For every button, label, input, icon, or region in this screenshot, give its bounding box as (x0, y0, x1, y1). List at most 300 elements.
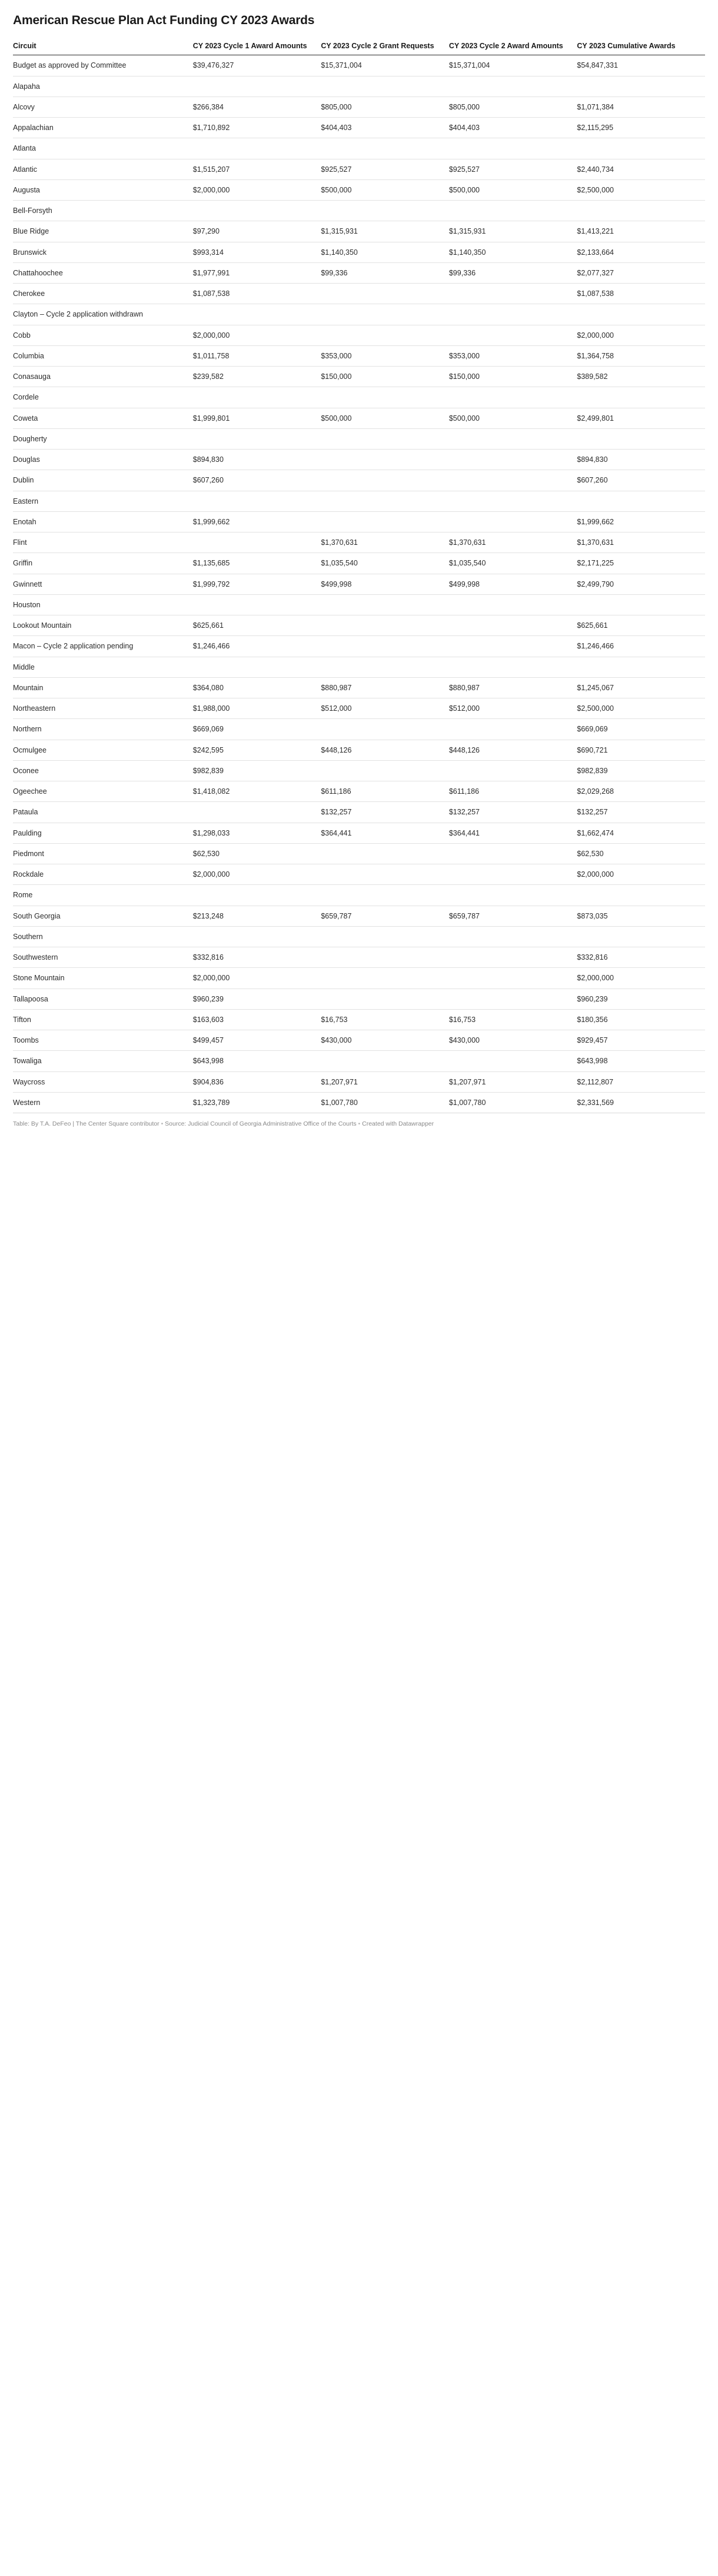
table-row (13, 740, 705, 760)
table-row (13, 367, 705, 387)
table-row (13, 657, 705, 677)
cell-amount: $2,077,327 (577, 262, 705, 283)
cell-amount: $873,035 (577, 906, 705, 926)
cell-circuit: Budget as approved by Committee (13, 55, 193, 76)
cell-amount (321, 76, 449, 96)
cell-amount (577, 387, 705, 408)
cell-circuit: Chattahoochee (13, 262, 193, 283)
cell-circuit: Cobb (13, 325, 193, 345)
cell-amount (321, 989, 449, 1009)
column-header-cycle2-award: CY 2023 Cycle 2 Award Amounts (449, 41, 577, 55)
cell-amount: $97,290 (193, 221, 321, 242)
cell-amount: $500,000 (321, 408, 449, 428)
cell-amount (449, 387, 577, 408)
cell-circuit: Atlanta (13, 138, 193, 159)
cell-amount (321, 760, 449, 781)
cell-amount: $430,000 (449, 1030, 577, 1051)
cell-amount: $2,000,000 (193, 325, 321, 345)
cell-amount: $1,140,350 (449, 242, 577, 262)
cell-amount: $132,257 (577, 802, 705, 823)
cell-amount: $364,080 (193, 677, 321, 698)
cell-amount: $1,298,033 (193, 823, 321, 843)
cell-amount: $669,069 (577, 719, 705, 740)
cell-amount: $1,071,384 (577, 96, 705, 117)
cell-amount: $1,418,082 (193, 781, 321, 802)
cell-amount: $16,753 (321, 1009, 449, 1030)
cell-circuit: Rome (13, 885, 193, 906)
cell-amount (321, 594, 449, 615)
cell-amount (577, 138, 705, 159)
cell-amount: $669,069 (193, 719, 321, 740)
cell-amount (321, 864, 449, 885)
cell-amount (321, 657, 449, 677)
cell-circuit: Clayton – Cycle 2 application withdrawn (13, 304, 193, 325)
cell-amount (193, 532, 321, 553)
cell-circuit: Ocmulgee (13, 740, 193, 760)
cell-amount (321, 470, 449, 491)
cell-amount (449, 491, 577, 511)
cell-circuit: Appalachian (13, 118, 193, 138)
cell-amount: $213,248 (193, 906, 321, 926)
cell-amount (321, 450, 449, 470)
cell-amount: $929,457 (577, 1030, 705, 1051)
cell-amount: $625,661 (193, 615, 321, 636)
table-header-row (13, 41, 705, 55)
table-row (13, 491, 705, 511)
cell-amount (193, 387, 321, 408)
table-row (13, 221, 705, 242)
cell-amount (577, 201, 705, 221)
cell-amount: $1,007,780 (449, 1092, 577, 1113)
table-row (13, 1071, 705, 1092)
column-header-cycle1-award: CY 2023 Cycle 1 Award Amounts (193, 41, 321, 55)
table-footer (13, 1120, 705, 1129)
cell-amount (449, 947, 577, 968)
cell-amount: $982,839 (193, 760, 321, 781)
cell-amount: $1,999,662 (577, 511, 705, 532)
cell-amount (193, 885, 321, 906)
cell-amount: $1,977,991 (193, 262, 321, 283)
cell-amount: $611,186 (321, 781, 449, 802)
cell-amount: $404,403 (321, 118, 449, 138)
cell-amount: $62,530 (193, 843, 321, 864)
cell-circuit: Oconee (13, 760, 193, 781)
cell-amount: $1,988,000 (193, 698, 321, 719)
table-row (13, 926, 705, 947)
cell-amount: $2,000,000 (193, 864, 321, 885)
cell-circuit: Alcovy (13, 96, 193, 117)
table-row (13, 719, 705, 740)
cell-amount: $500,000 (449, 408, 577, 428)
cell-amount: $99,336 (449, 262, 577, 283)
table-row (13, 1030, 705, 1051)
cell-amount: $2,000,000 (193, 179, 321, 200)
cell-circuit: Blue Ridge (13, 221, 193, 242)
cell-amount: $2,171,225 (577, 553, 705, 574)
cell-amount: $1,370,631 (321, 532, 449, 553)
cell-circuit: Coweta (13, 408, 193, 428)
cell-circuit: Ogeechee (13, 781, 193, 802)
cell-amount: $1,135,685 (193, 553, 321, 574)
cell-amount: $499,998 (449, 574, 577, 594)
cell-circuit: Macon – Cycle 2 application pending (13, 636, 193, 657)
cell-amount: $448,126 (449, 740, 577, 760)
cell-amount (193, 76, 321, 96)
cell-amount (449, 719, 577, 740)
table-row (13, 428, 705, 449)
cell-amount: $1,140,350 (321, 242, 449, 262)
cell-amount: $500,000 (321, 179, 449, 200)
table-page (0, 0, 718, 1134)
cell-amount (321, 304, 449, 325)
table-row (13, 76, 705, 96)
cell-circuit: Pataula (13, 802, 193, 823)
cell-amount: $960,239 (577, 989, 705, 1009)
cell-amount: $332,816 (577, 947, 705, 968)
cell-amount: $2,029,268 (577, 781, 705, 802)
cell-amount (321, 1051, 449, 1071)
cell-circuit: Augusta (13, 179, 193, 200)
cell-circuit: Western (13, 1092, 193, 1113)
cell-amount: $512,000 (321, 698, 449, 719)
table-row (13, 947, 705, 968)
footer-separator-1: • (161, 1120, 165, 1127)
table-row (13, 470, 705, 491)
table-row (13, 284, 705, 304)
cell-circuit: Stone Mountain (13, 968, 193, 989)
cell-amount: $1,515,207 (193, 159, 321, 179)
cell-amount: $880,987 (321, 677, 449, 698)
cell-amount (577, 885, 705, 906)
cell-amount (321, 719, 449, 740)
cell-amount: $430,000 (321, 1030, 449, 1051)
cell-amount: $16,753 (449, 1009, 577, 1030)
cell-amount (449, 615, 577, 636)
table-row (13, 450, 705, 470)
table-row (13, 242, 705, 262)
table-row (13, 138, 705, 159)
cell-amount: $1,087,538 (193, 284, 321, 304)
cell-circuit: Gwinnett (13, 574, 193, 594)
column-header-cumulative: CY 2023 Cumulative Awards (577, 41, 705, 55)
table-row (13, 760, 705, 781)
cell-amount: $2,499,801 (577, 408, 705, 428)
cell-circuit: Paulding (13, 823, 193, 843)
table-row (13, 968, 705, 989)
cell-circuit: Middle (13, 657, 193, 677)
cell-amount (449, 864, 577, 885)
cell-circuit: Atlantic (13, 159, 193, 179)
cell-circuit: Lookout Mountain (13, 615, 193, 636)
cell-amount (193, 201, 321, 221)
cell-amount (449, 428, 577, 449)
cell-amount (577, 304, 705, 325)
cell-amount: $353,000 (449, 345, 577, 366)
cell-amount: $1,315,931 (321, 221, 449, 242)
cell-amount: $1,323,789 (193, 1092, 321, 1113)
cell-circuit: Piedmont (13, 843, 193, 864)
cell-amount: $2,000,000 (577, 968, 705, 989)
table-row (13, 262, 705, 283)
cell-amount (449, 450, 577, 470)
page-title: American Rescue Plan Act Funding CY 2023 Awards (13, 14, 315, 27)
table-row (13, 864, 705, 885)
cell-amount: $364,441 (449, 823, 577, 843)
cell-amount: $2,500,000 (577, 698, 705, 719)
cell-amount (449, 201, 577, 221)
cell-circuit: Rockdale (13, 864, 193, 885)
table-body (13, 55, 705, 1113)
cell-amount: $1,315,931 (449, 221, 577, 242)
table-row (13, 201, 705, 221)
cell-amount (321, 428, 449, 449)
cell-amount: $499,998 (321, 574, 449, 594)
table-row (13, 802, 705, 823)
cell-amount (193, 428, 321, 449)
table-row (13, 159, 705, 179)
cell-amount (321, 615, 449, 636)
table-row (13, 698, 705, 719)
cell-amount (321, 284, 449, 304)
table-row (13, 594, 705, 615)
cell-circuit: Cherokee (13, 284, 193, 304)
table-row (13, 615, 705, 636)
cell-amount (449, 76, 577, 96)
cell-circuit: South Georgia (13, 906, 193, 926)
cell-amount: $1,087,538 (577, 284, 705, 304)
table-row (13, 325, 705, 345)
cell-circuit: Northeastern (13, 698, 193, 719)
cell-amount: $1,245,067 (577, 677, 705, 698)
cell-amount: $2,331,569 (577, 1092, 705, 1113)
cell-amount: $132,257 (449, 802, 577, 823)
cell-amount (321, 325, 449, 345)
cell-amount: $659,787 (449, 906, 577, 926)
cell-amount (321, 843, 449, 864)
cell-amount: $332,816 (193, 947, 321, 968)
cell-circuit: Mountain (13, 677, 193, 698)
table-row (13, 843, 705, 864)
cell-amount: $54,847,331 (577, 55, 705, 76)
cell-circuit: Tallapoosa (13, 989, 193, 1009)
cell-amount: $15,371,004 (449, 55, 577, 76)
cell-amount: $1,035,540 (449, 553, 577, 574)
cell-circuit: Cordele (13, 387, 193, 408)
cell-circuit: Douglas (13, 450, 193, 470)
cell-amount (449, 325, 577, 345)
cell-amount: $499,457 (193, 1030, 321, 1051)
cell-amount (193, 594, 321, 615)
table-row (13, 345, 705, 366)
cell-amount (321, 387, 449, 408)
cell-amount: $960,239 (193, 989, 321, 1009)
cell-amount: $805,000 (449, 96, 577, 117)
column-header-cycle2-request: CY 2023 Cycle 2 Grant Requests (321, 41, 449, 55)
cell-amount: $1,662,474 (577, 823, 705, 843)
cell-amount (193, 657, 321, 677)
cell-amount (449, 284, 577, 304)
cell-amount (193, 138, 321, 159)
table-row (13, 511, 705, 532)
cell-amount (321, 201, 449, 221)
cell-circuit: Southern (13, 926, 193, 947)
cell-amount: $1,007,780 (321, 1092, 449, 1113)
table-row (13, 408, 705, 428)
column-header-circuit: Circuit (13, 41, 193, 55)
cell-circuit: Eastern (13, 491, 193, 511)
cell-amount (449, 594, 577, 615)
cell-amount (449, 470, 577, 491)
table-row (13, 677, 705, 698)
cell-amount (321, 138, 449, 159)
cell-circuit: Dublin (13, 470, 193, 491)
table-row (13, 781, 705, 802)
table-row (13, 553, 705, 574)
cell-circuit: Conasauga (13, 367, 193, 387)
cell-amount: $1,011,758 (193, 345, 321, 366)
cell-amount: $404,403 (449, 118, 577, 138)
table-row (13, 118, 705, 138)
cell-amount: $982,839 (577, 760, 705, 781)
cell-amount: $894,830 (193, 450, 321, 470)
cell-amount (193, 304, 321, 325)
cell-amount: $1,413,221 (577, 221, 705, 242)
table-row (13, 304, 705, 325)
cell-amount: $512,000 (449, 698, 577, 719)
cell-amount (577, 657, 705, 677)
cell-amount: $448,126 (321, 740, 449, 760)
cell-amount (449, 885, 577, 906)
cell-amount: $1,999,792 (193, 574, 321, 594)
cell-amount: $607,260 (193, 470, 321, 491)
cell-circuit: Southwestern (13, 947, 193, 968)
cell-circuit: Flint (13, 532, 193, 553)
cell-amount: $15,371,004 (321, 55, 449, 76)
cell-amount: $1,999,801 (193, 408, 321, 428)
cell-circuit: Tifton (13, 1009, 193, 1030)
table-row (13, 387, 705, 408)
table-row (13, 885, 705, 906)
footer-created: Created with Datawrapper (362, 1120, 434, 1127)
cell-amount: $1,035,540 (321, 553, 449, 574)
cell-amount (449, 138, 577, 159)
table-row (13, 532, 705, 553)
cell-amount: $1,710,892 (193, 118, 321, 138)
cell-amount: $894,830 (577, 450, 705, 470)
footer-credit: Table: By T.A. DeFeo | The Center Square contributor (13, 1120, 159, 1127)
cell-amount: $625,661 (577, 615, 705, 636)
cell-amount: $353,000 (321, 345, 449, 366)
cell-amount (193, 802, 321, 823)
table-row (13, 96, 705, 117)
cell-amount: $993,314 (193, 242, 321, 262)
cell-amount (321, 968, 449, 989)
cell-circuit: Dougherty (13, 428, 193, 449)
cell-amount: $163,603 (193, 1009, 321, 1030)
cell-circuit: Brunswick (13, 242, 193, 262)
cell-amount: $643,998 (577, 1051, 705, 1071)
cell-amount: $1,370,631 (449, 532, 577, 553)
cell-amount (193, 491, 321, 511)
cell-amount: $389,582 (577, 367, 705, 387)
cell-amount: $180,356 (577, 1009, 705, 1030)
cell-amount: $1,246,466 (577, 636, 705, 657)
cell-amount: $2,133,664 (577, 242, 705, 262)
cell-amount (321, 926, 449, 947)
cell-amount: $2,115,295 (577, 118, 705, 138)
cell-amount (449, 760, 577, 781)
cell-circuit: Towaliga (13, 1051, 193, 1071)
cell-circuit: Waycross (13, 1071, 193, 1092)
cell-circuit: Enotah (13, 511, 193, 532)
cell-amount: $242,595 (193, 740, 321, 760)
cell-amount (449, 926, 577, 947)
cell-amount (449, 657, 577, 677)
cell-amount: $659,787 (321, 906, 449, 926)
table-row (13, 1092, 705, 1113)
cell-circuit: Toombs (13, 1030, 193, 1051)
cell-amount: $2,499,790 (577, 574, 705, 594)
cell-circuit: Griffin (13, 553, 193, 574)
table-row (13, 55, 705, 76)
cell-amount: $1,999,662 (193, 511, 321, 532)
cell-amount (449, 304, 577, 325)
table-row (13, 574, 705, 594)
cell-amount: $805,000 (321, 96, 449, 117)
cell-amount: $1,364,758 (577, 345, 705, 366)
cell-amount: $925,527 (449, 159, 577, 179)
cell-amount (321, 947, 449, 968)
cell-amount: $150,000 (449, 367, 577, 387)
table-row (13, 636, 705, 657)
cell-amount (577, 428, 705, 449)
cell-amount: $1,246,466 (193, 636, 321, 657)
cell-amount: $39,476,327 (193, 55, 321, 76)
cell-amount: $132,257 (321, 802, 449, 823)
cell-amount (577, 926, 705, 947)
cell-circuit: Columbia (13, 345, 193, 366)
cell-amount (321, 636, 449, 657)
cell-amount: $1,207,971 (449, 1071, 577, 1092)
table-row (13, 179, 705, 200)
cell-amount (321, 511, 449, 532)
cell-amount: $2,000,000 (577, 325, 705, 345)
cell-circuit: Alapaha (13, 76, 193, 96)
cell-amount: $611,186 (449, 781, 577, 802)
cell-amount: $2,112,807 (577, 1071, 705, 1092)
cell-amount (321, 885, 449, 906)
cell-amount: $643,998 (193, 1051, 321, 1071)
cell-amount: $2,500,000 (577, 179, 705, 200)
cell-amount (449, 989, 577, 1009)
cell-amount: $690,721 (577, 740, 705, 760)
cell-amount (577, 491, 705, 511)
cell-amount: $1,207,971 (321, 1071, 449, 1092)
cell-amount (321, 491, 449, 511)
table-row (13, 823, 705, 843)
cell-amount: $904,836 (193, 1071, 321, 1092)
table-row (13, 1051, 705, 1071)
cell-amount (449, 843, 577, 864)
cell-amount (193, 926, 321, 947)
cell-amount: $1,370,631 (577, 532, 705, 553)
cell-amount: $2,000,000 (193, 968, 321, 989)
cell-amount: $239,582 (193, 367, 321, 387)
cell-amount: $364,441 (321, 823, 449, 843)
table-row (13, 989, 705, 1009)
cell-circuit: Houston (13, 594, 193, 615)
table-row (13, 906, 705, 926)
